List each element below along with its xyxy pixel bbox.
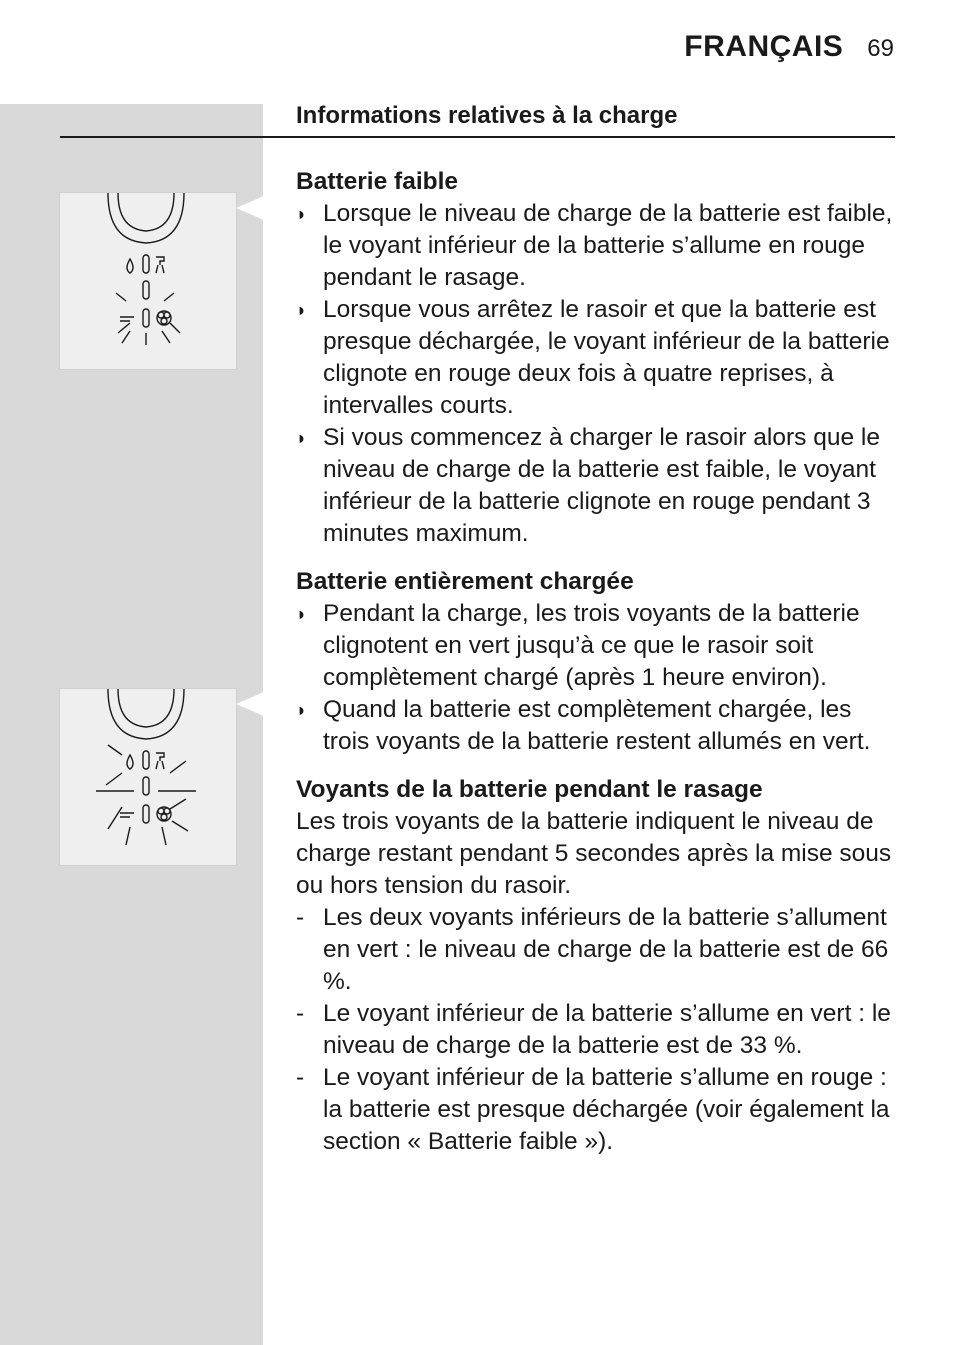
figure-pointer: [236, 196, 264, 220]
dash-text: Le voyant inférieur de la batterie s’allume en vert : le niveau de charge de la batterie est de 33 %.: [323, 1000, 891, 1059]
dash-text: Le voyant inférieur de la batterie s’allume en rouge : la batterie est presque déchargée (voir également la section « Batterie faible »).: [323, 1064, 890, 1155]
bullet-marker: ◗: [296, 604, 307, 624]
bullet-text: Lorsque vous arrêtez le rasoir et que la batterie est presque déchargée, le voyant inférieur de la batterie clignote en rouge deux fois à quatre reprises, à intervalles courts.: [323, 296, 890, 419]
dash-marker: -: [296, 1064, 305, 1091]
dash-marker: -: [296, 904, 305, 931]
dash-item: [296, 902, 896, 998]
section-rule: [60, 136, 895, 138]
page-number: 69: [867, 35, 894, 62]
dash-item: [296, 998, 896, 1062]
bullet-item: [296, 294, 896, 422]
page-header: [684, 30, 894, 64]
main-text: [296, 166, 896, 1158]
bullet-item: [296, 198, 896, 294]
intro-paragraph: Les trois voyants de la batterie indiquent le niveau de charge restant pendant 5 secondes après la mise sous ou hors tension du rasoir.: [296, 808, 892, 899]
bullet-text: Pendant la charge, les trois voyants de la batterie clignotent en vert jusqu’à ce que le rasoir soit complètement chargé (après 1 heure environ).: [323, 600, 860, 691]
bullet-marker: ◗: [296, 428, 307, 448]
shaver-display-figure-full-battery: [59, 688, 237, 866]
bullet-text: Lorsque le niveau de charge de la batterie est faible, le voyant inférieur de la batterie s’allume en rouge pendant le rasage.: [323, 200, 893, 291]
subheading-during-shaving: Voyants de la batterie pendant le rasage: [296, 776, 763, 803]
shaver-display-illustration: [60, 689, 236, 865]
bullet-item: [296, 694, 896, 758]
language-label: FRANÇAIS: [684, 30, 844, 63]
shaver-display-figure-low-battery: [59, 192, 237, 370]
section-title: Informations relatives à la charge: [296, 102, 678, 129]
dash-text: Les deux voyants inférieurs de la batterie s’allument en vert : le niveau de charge de la batterie est de 66 %.: [323, 904, 889, 995]
subheading-full-battery: Batterie entièrement chargée: [296, 568, 634, 595]
dash-marker: -: [296, 1000, 305, 1027]
bullet-marker: ◗: [296, 700, 307, 720]
bullet-marker: ◗: [296, 204, 307, 224]
dash-item: [296, 1062, 896, 1158]
figure-pointer: [236, 692, 264, 716]
bullet-marker: ◗: [296, 300, 307, 320]
bullet-item: [296, 422, 896, 550]
bullet-item: [296, 598, 896, 694]
subheading-low-battery: Batterie faible: [296, 168, 459, 195]
bullet-text: Quand la batterie est complètement chargée, les trois voyants de la batterie restent allumés en vert.: [323, 696, 871, 755]
bullet-text: Si vous commencez à charger le rasoir alors que le niveau de charge de la batterie est faible, le voyant inférieur de la batterie clignote en rouge pendant 3 minutes maximum.: [323, 424, 880, 547]
shaver-display-illustration: [60, 193, 236, 369]
